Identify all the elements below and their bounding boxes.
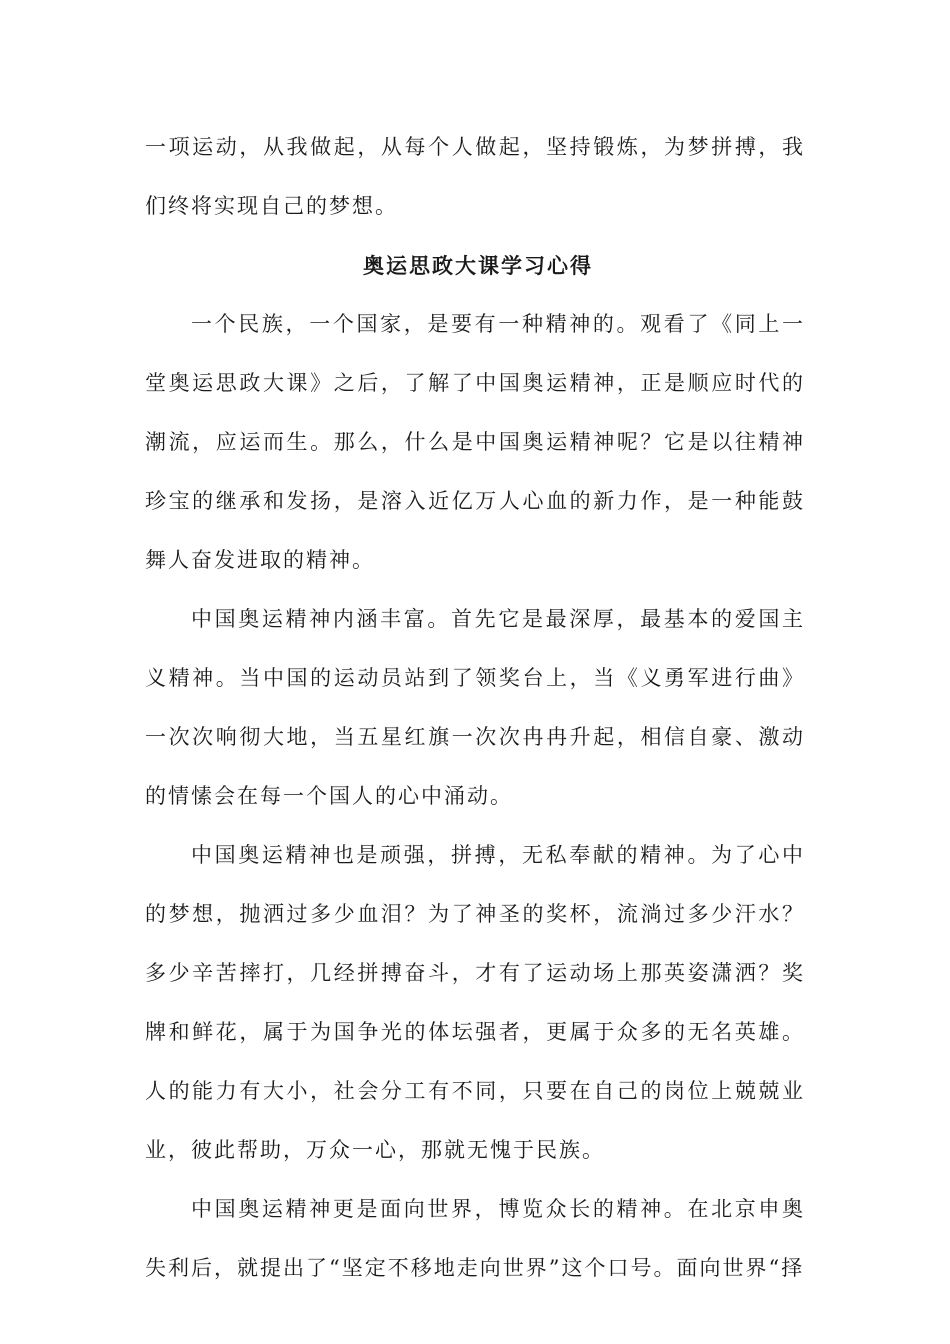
section-title: 奥运思政大课学习心得 [363,253,593,278]
body-paragraph-4: 中国奥运精神更是面向世界，博览众长的精神。在北京申奥失利后，就提出了“坚定不移地走向世界”这个口号。面向世界“择 [145,1197,805,1280]
continuation-paragraph: 一项运动，从我做起，从每个人做起，坚持锻炼，为梦拼搏，我们终将实现自己的梦想。 [145,135,805,218]
body-paragraph-3: 中国奥运精神也是顽强，拼搏，无私奉献的精神。为了心中的梦想，抛洒过多少血泪？为了神圣的奖杯，流淌过多少汗水？多少辛苦摔打，几经拼搏奋斗，才有了运动场上那英姿潇洒？奖牌和鲜花，属于为国争光的体坛强者，更属于众多的无名英雄。人的能力有大小，社会分工有不同，只要在自己的岗位上兢兢业业，彼此帮助，万众一心，那就无愧于民族。 [145,843,805,1162]
body-paragraph-2: 中国奥运精神内涵丰富。首先它是最深厚，最基本的爱国主义精神。当中国的运动员站到了领奖台上，当《义勇军进行曲》一次次响彻大地，当五星红旗一次次冉冉升起，相信自豪、激动的情愫会在每一个国人的心中涌动。 [145,607,805,808]
document-body [145,118,805,1298]
body-paragraph-1: 一个民族，一个国家，是要有一种精神的。观看了《同上一堂奥运思政大课》之后，了解了中国奥运精神，正是顺应时代的潮流，应运而生。那么，什么是中国奥运精神呢？它是以往精神珍宝的继承和发扬，是溶入近亿万人心血的新力作，是一种能鼓舞人奋发进取的精神。 [145,312,805,572]
